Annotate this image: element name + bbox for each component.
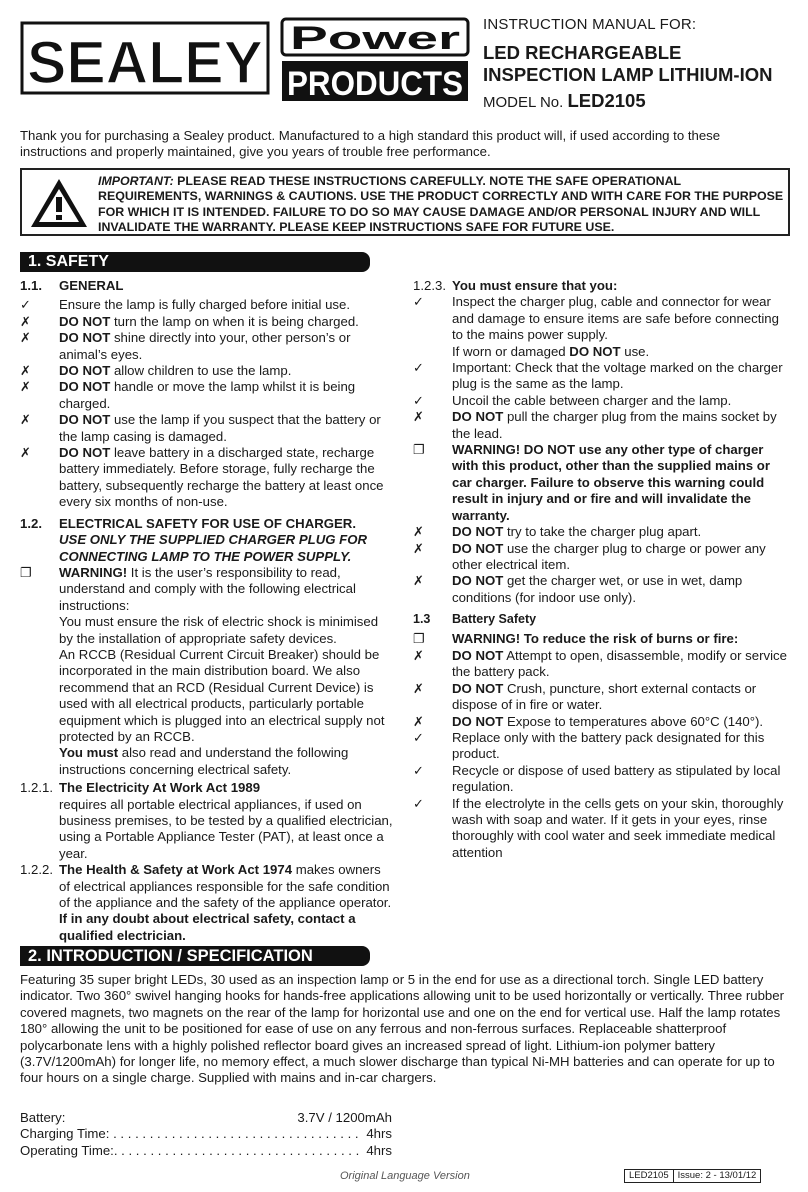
section-number: 1.3 xyxy=(413,612,431,627)
spec-label: Battery: xyxy=(20,1110,66,1125)
right-column xyxy=(413,278,791,861)
act-text: makes owners of electrical appliances responsible for the safe condition of the appliance and the safety of the appliance operator. xyxy=(59,862,392,911)
product-title-line2: INSPECTION LAMP LITHIUM-ION xyxy=(483,64,773,85)
section-number: 1.2. xyxy=(20,515,42,531)
electrical-warning xyxy=(20,565,395,614)
check-icon: ✓ xyxy=(20,297,32,313)
box-icon: ❐ xyxy=(20,564,32,580)
item-bold: DO NOT xyxy=(452,524,504,540)
act-text: requires all portable electrical appliances, if used on business premises, to be tested by a qualified electrician, using a Portable Appliance Tester (PAT), at least once a year. xyxy=(59,796,393,861)
list-item xyxy=(413,524,791,540)
list-item xyxy=(413,714,791,730)
box-icon: ❐ xyxy=(413,442,425,458)
item-text: use. xyxy=(620,343,650,359)
list-item xyxy=(413,541,791,574)
list-item xyxy=(20,379,395,412)
original-language-note: Original Language Version xyxy=(340,1170,470,1182)
item-bold: DO NOT xyxy=(59,363,111,379)
section-title: GENERAL xyxy=(59,278,124,293)
cross-icon: ✗ xyxy=(413,647,425,663)
charger-safety-list xyxy=(413,294,791,606)
act-title: The Health & Safety at Work Act 1974 xyxy=(59,862,293,878)
list-item xyxy=(20,314,395,330)
item-bold: DO NOT xyxy=(59,445,111,461)
electrical-paragraph: You must ensure the risk of electric shock is minimised by the installation of appropriate safety devices. xyxy=(59,614,379,646)
spec-row xyxy=(20,1110,392,1126)
list-item xyxy=(413,360,791,393)
section-number: 1.2.3. xyxy=(413,278,446,293)
item-bold: DO NOT xyxy=(59,412,111,428)
cross-icon: ✗ xyxy=(413,573,425,589)
section-number: 1.1. xyxy=(20,278,42,293)
list-item xyxy=(20,412,395,445)
item-text: Inspect the charger plug, cable and connector for wear and damage to ensure items are safe before connecting to the mains power supply. xyxy=(452,294,779,343)
cross-icon: ✗ xyxy=(20,412,32,428)
item-text: Ensure the lamp is fully charged before initial use. xyxy=(59,297,351,313)
section-number: 1.2.2. xyxy=(20,862,53,878)
product-title-line1: LED RECHARGEABLE xyxy=(483,42,682,63)
list-item xyxy=(413,393,791,409)
list-item xyxy=(20,445,395,511)
section-2-heading: 2. INTRODUCTION / SPECIFICATION xyxy=(20,946,370,966)
item-text: handle or move the lamp whilst it is being charged. xyxy=(59,379,356,411)
item-text: If worn or damaged xyxy=(452,343,570,359)
cross-icon: ✗ xyxy=(413,524,425,540)
footer-model: LED2105 xyxy=(629,1170,669,1181)
model-number: LED2105 xyxy=(567,90,646,111)
item-text: Attempt to open, disassemble, modify or service the battery pack. xyxy=(452,647,787,680)
list-item xyxy=(20,363,395,379)
product-title xyxy=(483,42,773,86)
section-title: ELECTRICAL SAFETY FOR USE OF CHARGER. xyxy=(59,515,356,531)
list-item xyxy=(413,730,791,763)
list-item xyxy=(413,573,791,606)
item-text: try to take the charger plug apart. xyxy=(503,524,702,540)
item-bold: DO NOT xyxy=(452,713,504,729)
item-text: Recycle or dispose of used battery as stipulated by local regulation. xyxy=(452,762,781,795)
spec-value: 4hrs xyxy=(366,1142,392,1158)
cross-icon: ✗ xyxy=(413,713,425,729)
list-item xyxy=(413,681,791,714)
item-text: allow children to use the lamp. xyxy=(110,363,292,379)
item-text: pull the charger plug from the mains socket by the lead. xyxy=(452,409,777,441)
section-1-2-1 xyxy=(20,780,395,796)
model-line xyxy=(483,90,646,111)
list-item xyxy=(20,330,395,363)
item-text: Replace only with the battery pack designated for this product. xyxy=(452,729,765,762)
item-bold: WARNING! DO NOT use any other type of charger with this product, other than the supplied mains or car charger. Failure to observe this warning could result in injury and or fire and will invalidate the warranty. xyxy=(452,442,770,523)
check-icon: ✓ xyxy=(413,294,425,310)
section-1-heading: 1. SAFETY xyxy=(20,252,370,272)
warning-box xyxy=(20,168,790,236)
power-products-logo xyxy=(280,17,470,103)
electrical-paragraph: An RCCB (Residual Current Circuit Breaker) should be incorporated in the main distribution board. We also recommend that an RCD (Residual Current Device) is used with all electrical products, particularly portable equipment which is plugged into an electrical supply not protected by an RCCB. xyxy=(59,646,385,744)
item-bold: DO NOT xyxy=(59,330,111,346)
list-item xyxy=(413,648,791,681)
warning-label: WARNING! xyxy=(59,564,128,580)
item-text: get the charger wet, or use in wet, damp conditions (for indoor use only). xyxy=(452,573,743,605)
sealey-logo xyxy=(20,17,270,99)
spec-value: 4hrs xyxy=(366,1126,392,1142)
item-text: leave battery in a discharged state, recharge battery immediately. Before storage, fully recharge the battery, subsequently recharge the battery at least once every six months of non-use. xyxy=(59,445,384,510)
electrician-advice: If in any doubt about electrical safety, contact a qualified electrician. xyxy=(59,911,356,943)
warning-lead: IMPORTANT: xyxy=(98,174,174,188)
item-text: use the charger plug to charge or power any other electrical item. xyxy=(452,540,766,572)
item-bold: DO NOT xyxy=(452,573,504,589)
left-column xyxy=(20,278,395,944)
intro-paragraph: Thank you for purchasing a Sealey product. Manufactured to a high standard this product will, if used according to these instructions and properly maintained, give you years of trouble free performance. xyxy=(20,128,721,160)
section-number: 1.2.1. xyxy=(20,780,53,796)
spec-label: Charging Time: . . . . . . . . . . . . . . . . . . . . . . . . . . . . . . . . . . xyxy=(20,1126,359,1142)
section-title: Battery Safety xyxy=(452,612,537,627)
item-text: Crush, puncture, short external contacts or dispose of in fire or water. xyxy=(452,680,757,713)
check-icon: ✓ xyxy=(413,762,425,778)
check-icon: ✓ xyxy=(413,729,425,745)
item-bold: DO NOT xyxy=(452,647,504,663)
manual-for-label: INSTRUCTION MANUAL FOR: xyxy=(483,16,697,33)
section-title: You must ensure that you: xyxy=(452,278,618,293)
warning-text xyxy=(98,174,786,236)
item-bold: WARNING! To reduce the risk of burns or fire: xyxy=(452,630,739,646)
item-text: If the electrolyte in the cells gets on your skin, thoroughly wash with soap and water. If it gets in your eyes, rinse thoroughly with cool water and seek immediate medical attention xyxy=(452,795,784,860)
item-bold: DO NOT xyxy=(569,343,621,359)
item-text: use the lamp if you suspect that the battery or the lamp casing is damaged. xyxy=(59,412,381,444)
act-title: The Electricity At Work Act 1989 xyxy=(59,780,261,796)
item-bold: DO NOT xyxy=(452,540,504,556)
item-bold: DO NOT xyxy=(59,379,111,395)
item-bold: DO NOT xyxy=(452,409,504,425)
cross-icon: ✗ xyxy=(20,445,32,461)
power-logo-text: Power xyxy=(290,20,460,56)
battery-safety-list xyxy=(413,631,791,862)
item-text: Uncoil the cable between charger and the lamp. xyxy=(452,392,732,408)
warning-text: It is the user’s responsibility to read, understand and comply with the following electrical instructions: xyxy=(59,564,356,613)
cross-icon: ✗ xyxy=(20,379,32,395)
box-icon: ❐ xyxy=(413,630,425,646)
item-bold: DO NOT xyxy=(452,680,504,696)
list-item xyxy=(413,631,791,647)
list-item xyxy=(413,763,791,796)
cross-icon: ✗ xyxy=(20,313,32,329)
list-item xyxy=(413,442,791,524)
spec-label: Operating Time:. . . . . . . . . . . . . . . . . . . . . . . . . . . . . . . . . . xyxy=(20,1142,360,1158)
paragraph-text: also read and understand the following instructions concerning electrical safety. xyxy=(59,745,349,777)
cross-icon: ✗ xyxy=(413,680,425,696)
section-1-2-heading xyxy=(20,516,395,532)
item-text: Important: Check that the voltage marked on the charger plug is the same as the lamp. xyxy=(452,360,783,392)
section-1-2-2 xyxy=(20,862,395,911)
item-bold: DO NOT xyxy=(59,313,111,329)
general-safety-list xyxy=(20,297,395,510)
section-1-2-3-heading xyxy=(413,278,791,294)
model-label: MODEL No. xyxy=(483,94,564,111)
warning-body: PLEASE READ THESE INSTRUCTIONS CAREFULLY. NOTE THE SAFE OPERATIONAL REQUIREMENTS, WARNINGS & CAUTIONS. USE THE PRODUCT CORRECTLY AND WITH CARE FOR THE PURPOSE FOR WHICH IT IS INTENDED. FAILURE TO DO SO MAY CAUSE DAMAGE AND/OR PERSONAL INJURY AND WILL INVALIDATE THE WARRANTY. PLEASE KEEP INSTRUCTIONS SAFE FOR FUTURE USE. xyxy=(98,174,784,235)
cross-icon: ✗ xyxy=(413,409,425,425)
check-icon: ✓ xyxy=(413,392,425,408)
warning-triangle-icon xyxy=(28,176,90,230)
cross-icon: ✗ xyxy=(413,540,425,556)
sealey-logo-text: SEALEY xyxy=(27,29,263,96)
cross-icon: ✗ xyxy=(20,363,32,379)
spec-value: 3.7V / 1200mAh xyxy=(297,1110,392,1125)
electrical-paragraph xyxy=(20,745,395,778)
footer-issue: Issue: 2 - 13/01/12 xyxy=(673,1170,761,1182)
document-reference xyxy=(624,1169,761,1183)
spec-row xyxy=(20,1143,392,1159)
list-item xyxy=(413,294,791,360)
products-logo-text: PRODUCTS xyxy=(287,65,463,103)
emphasis: You must xyxy=(59,745,119,761)
specification-table xyxy=(20,1110,392,1159)
list-item xyxy=(20,297,395,313)
item-text: Expose to temperatures above 60°C (140°). xyxy=(503,713,764,729)
list-item xyxy=(413,409,791,442)
introduction-text: Featuring 35 super bright LEDs, 30 used as an inspection lamp or 5 in the end for use as a directional torch. Single LED battery indicator. Two 360° swivel hanging hooks for hands-free applications allowing unit to be used horizontally or vertically. Three rubber covered magnets, two magnets on the rear of the lamp for horizontal use and one on the end for vertical use. Half the lamp rotates 180° allowing the unit to be positioned for ease of use on any ferrous and non-ferrous surfaces. Replaceable shatterproof polycarbonate lens with a highly polished reflector board gives an increased spread of light. Lithium-ion polymer battery (3.7V/1200mAh) for longer life, no memory effect, a much slower discharge than typical Ni-MH batteries and can operate for up to four hours on a single charge. Supplied with mains and in-car chargers. xyxy=(20,972,784,1086)
charger-notice: USE ONLY THE SUPPLIED CHARGER PLUG FOR CONNECTING LAMP TO THE POWER SUPPLY. xyxy=(59,532,367,564)
check-icon: ✓ xyxy=(413,360,425,376)
item-text: shine directly into your, other person’s or animal’s eyes. xyxy=(59,330,351,362)
check-icon: ✓ xyxy=(413,795,425,811)
section-1-1-heading xyxy=(20,278,395,294)
item-text: turn the lamp on when it is being charged. xyxy=(110,313,359,329)
cross-icon: ✗ xyxy=(20,330,32,346)
spec-row xyxy=(20,1126,392,1142)
list-item xyxy=(413,796,791,862)
section-1-3-heading xyxy=(413,611,791,627)
